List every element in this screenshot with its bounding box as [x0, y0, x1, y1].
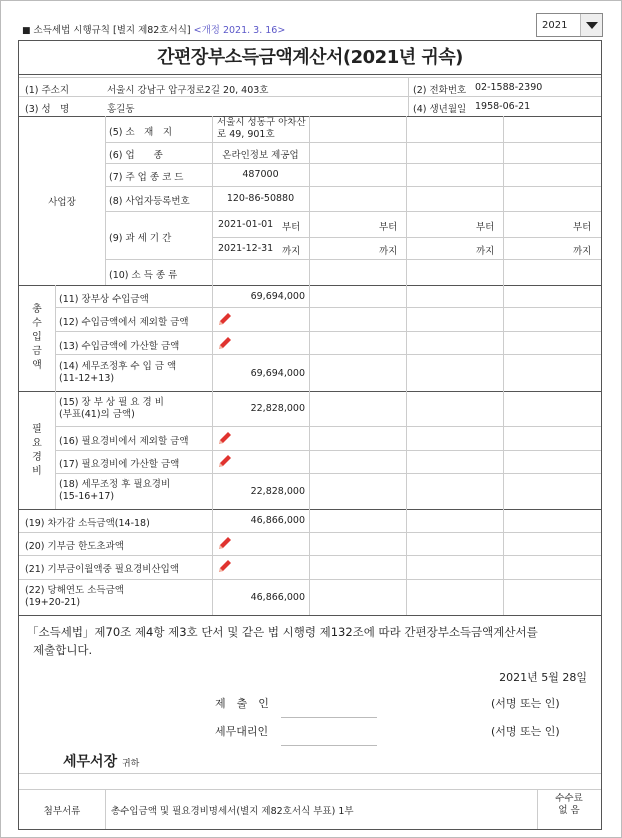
- row-22-label: (22) 당해연도 소득금액 (19+20-21): [25, 585, 124, 608]
- location-label: (5) 소 재 지: [109, 127, 173, 138]
- address-value: 서울시 강남구 압구정로2길 20, 403호: [107, 85, 269, 96]
- period-to-4: 까지: [573, 246, 592, 257]
- type-value: 온라인정보 제공업: [222, 150, 299, 161]
- row-12-label: (12) 수입금액에서 제외할 금액: [59, 317, 189, 328]
- row-19-value: 46,866,000: [250, 515, 305, 526]
- row-20-label: (20) 기부금 한도초과액: [25, 541, 124, 552]
- phone-label: (2) 전화번호: [413, 85, 467, 96]
- row-15-label: (15) 장 부 상 필 요 경 비 (부표(41)의 금액): [59, 397, 164, 420]
- birth-value: 1958-06-21: [475, 101, 531, 112]
- period-end: 2021-12-31: [218, 243, 274, 254]
- attachment-label: 첨부서류: [43, 806, 81, 817]
- agent-field[interactable]: [281, 745, 377, 746]
- year-select[interactable]: [536, 13, 603, 37]
- revision-note: <개정 2021. 3. 16>: [193, 25, 286, 36]
- period-from-2: 부터: [379, 222, 398, 233]
- submitter-sign-note: (서명 또는 인): [491, 697, 560, 710]
- pencil-icon[interactable]: [216, 557, 234, 575]
- name-label: (3) 성 명: [25, 104, 70, 115]
- row-18-value: 22,828,000: [250, 486, 305, 497]
- regno-value: 120-86-50880: [226, 193, 295, 204]
- row-13-label: (13) 수입금액에 가산할 금액: [59, 341, 180, 352]
- fee-note: 수수료 없 음: [555, 793, 583, 816]
- income-statement-form: [18, 40, 602, 830]
- phone-value: 02-1588-2390: [475, 82, 543, 93]
- row-18-label: (18) 세무조정 후 필요경비 (15-16+17): [59, 479, 171, 502]
- code-value: 487000: [242, 169, 279, 180]
- revenue-section-label: 총 수 입 금 액: [32, 304, 42, 371]
- row-14-value: 69,694,000: [250, 368, 305, 379]
- form-marker: ■: [22, 26, 31, 36]
- name-value: 홍길동: [107, 104, 135, 115]
- row-19-label: (19) 차가감 소득금액(14-18): [25, 518, 150, 529]
- period-to-3: 까지: [476, 246, 495, 257]
- submitter-field[interactable]: [281, 717, 377, 718]
- expense-section-label: 필 요 경 비: [32, 424, 42, 477]
- form-ref: 소득세법 시행규칙 [별지 제82호서식]: [33, 25, 191, 36]
- row-16-label: (16) 필요경비에서 제외할 금액: [59, 436, 189, 447]
- attachment-content: 총수입금액 및 필요경비명세서(별지 제82호서식 부표) 1부: [111, 806, 354, 817]
- year-select-value: 2021: [542, 19, 568, 31]
- period-from-4: 부터: [573, 222, 592, 233]
- income-type-label: (10) 소 득 종 류: [109, 270, 178, 281]
- pencil-icon[interactable]: [216, 452, 234, 470]
- row-11-label: (11) 장부상 수입금액: [59, 294, 149, 305]
- pencil-icon[interactable]: [216, 334, 234, 352]
- row-15-value: 22,828,000: [250, 403, 305, 414]
- declaration-text: 「소득세법」제70조 제4항 제3호 단서 및 같은 법 시행령 제132조에 따라 간편장부소득금액계산서를 제출합니다.: [27, 625, 538, 657]
- birth-label: (4) 생년월일: [413, 104, 467, 115]
- address-label: (1) 주소지: [25, 85, 70, 96]
- type-label: (6) 업 종: [109, 150, 163, 161]
- chevron-down-icon[interactable]: [580, 14, 602, 36]
- form-title: 간편장부소득금액계산서(2021년 귀속): [19, 41, 601, 75]
- row-22-value: 46,866,000: [250, 592, 305, 603]
- row-21-label: (21) 기부금이월액중 필요경비산입액: [25, 564, 180, 575]
- submitter-label: 제 출 인: [215, 697, 269, 710]
- period-to-2: 까지: [379, 246, 398, 257]
- period-label: (9) 과 세 기 간: [109, 233, 172, 244]
- pencil-icon[interactable]: [216, 534, 234, 552]
- agent-sign-note: (서명 또는 인): [491, 725, 560, 738]
- period-from-1: 부터: [282, 222, 301, 233]
- row-14-label: (14) 세무조정후 수 입 금 액 (11-12+13): [59, 361, 177, 384]
- location-value: 서울시 성동구 아차산 로 49, 901호: [217, 117, 306, 140]
- period-to-1: 까지: [282, 246, 301, 257]
- business-section-label: 사업장: [48, 197, 76, 208]
- pencil-icon[interactable]: [216, 429, 234, 447]
- form-reference: [22, 22, 285, 36]
- agent-label: 세무대리인: [215, 725, 269, 738]
- pencil-icon[interactable]: [216, 310, 234, 328]
- period-start: 2021-01-01: [218, 219, 274, 230]
- row-11-value: 69,694,000: [250, 291, 305, 302]
- period-from-3: 부터: [476, 222, 495, 233]
- regno-label: (8) 사업자등록번호: [109, 196, 190, 207]
- code-label: (7) 주 업 종 코 드: [109, 172, 184, 183]
- submission-date: 2021년 5월 28일: [499, 671, 587, 684]
- tax-office: 세무서장 귀하: [63, 754, 140, 770]
- row-17-label: (17) 필요경비에 가산할 금액: [59, 459, 180, 470]
